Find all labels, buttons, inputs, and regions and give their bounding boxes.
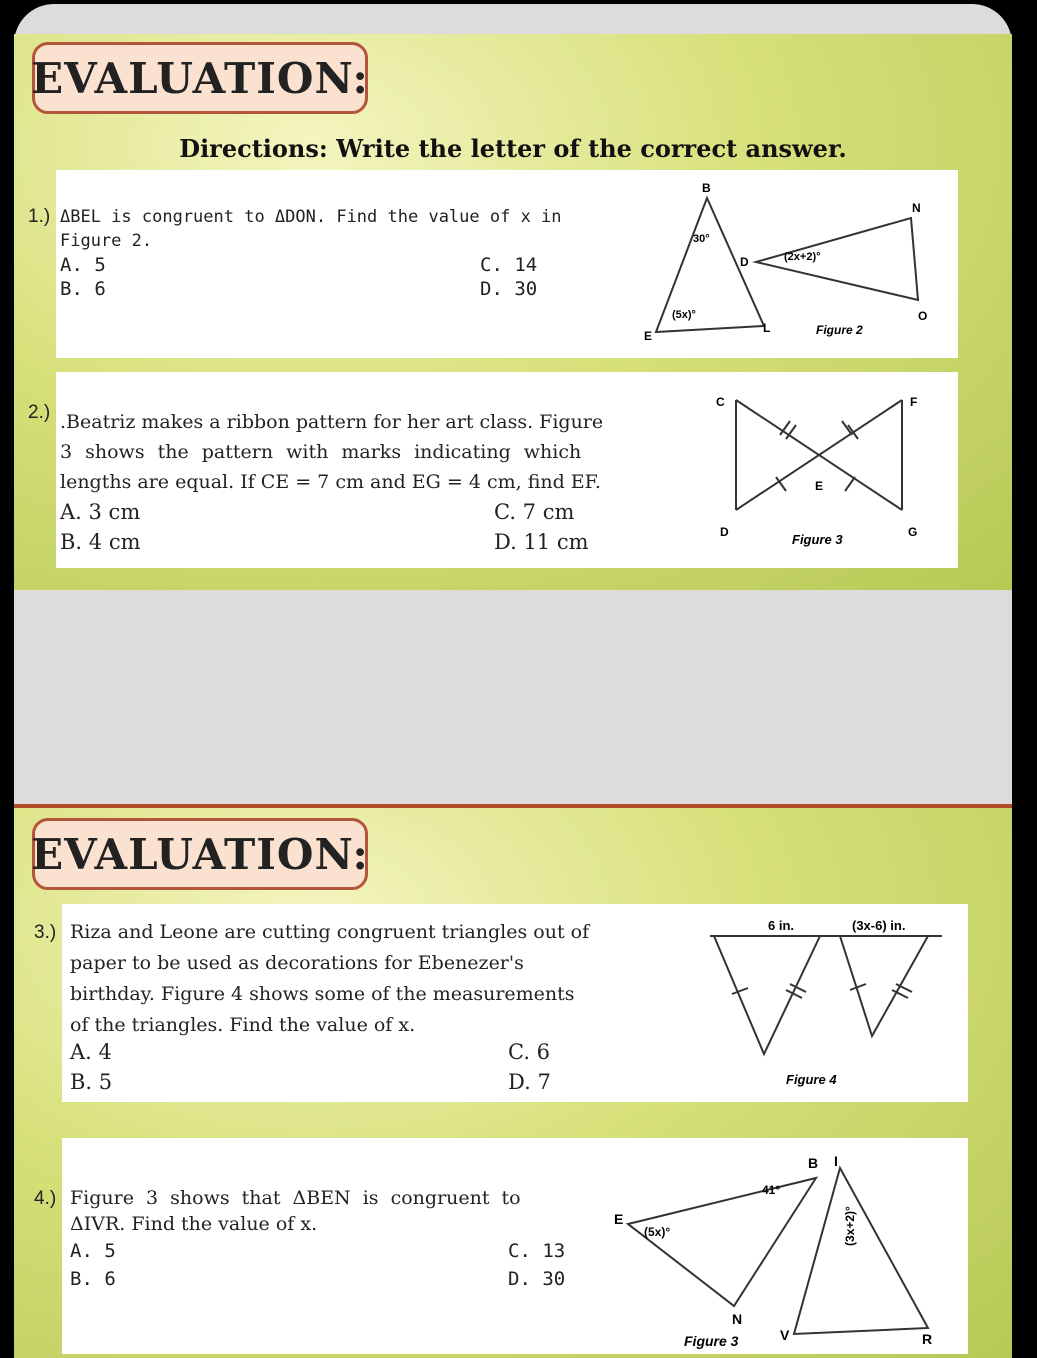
vertex-e: E — [644, 329, 653, 343]
vertex-n: N — [912, 201, 921, 215]
question-2-option-a[interactable]: A. 3 cm — [60, 500, 141, 524]
photo-frame — [14, 4, 1012, 1354]
question-4-line-2: ΔIVR. Find the value of x. — [70, 1213, 318, 1235]
vertex-d: D — [720, 525, 729, 539]
figure-3-caption: Figure 3 — [684, 1333, 739, 1349]
question-3-line-1: Riza and Leone are cutting congruent triangles out of — [70, 921, 590, 943]
question-1-option-b[interactable]: B. 6 — [60, 278, 106, 300]
question-4-line-1: Figure 3 shows that ΔBEN is congruent to — [70, 1187, 521, 1209]
question-3-number: 3.) — [34, 922, 57, 943]
angle-e-label: (5x)° — [644, 1225, 671, 1239]
question-4-option-d[interactable]: D. 30 — [508, 1268, 566, 1290]
question-1-line-1: ΔBEL is congruent to ΔDON. Find the value of x in — [60, 207, 562, 227]
figure-2 — [636, 170, 936, 358]
question-4-option-a[interactable]: A. 5 — [70, 1240, 116, 1262]
question-1-number: 1.) — [28, 206, 51, 227]
question-3-option-d[interactable]: D. 7 — [508, 1070, 551, 1094]
question-2-option-c[interactable]: C. 7 cm — [494, 500, 575, 524]
figure-2-caption: Figure 2 — [816, 323, 863, 337]
angle-b-label: 30° — [693, 233, 710, 245]
figure-4 — [706, 904, 956, 1102]
evaluation-slide-1 — [14, 34, 1012, 590]
question-1-option-a[interactable]: A. 5 — [60, 254, 106, 276]
angle-d-label: (2x+2)° — [784, 251, 821, 263]
question-3-line-4: of the triangles. Find the value of x. — [70, 1014, 416, 1036]
vertex-d: D — [740, 255, 749, 269]
question-2-line-3: lengths are equal. If CE = 7 cm and EG = 4 cm, find EF. — [60, 471, 601, 493]
angle-i-label: (3x+2)° — [843, 1206, 857, 1246]
vertex-f: F — [910, 395, 918, 409]
evaluation-slide-2 — [14, 804, 1012, 1358]
angle-e-label: (5x)° — [672, 309, 696, 321]
question-3-card — [34, 904, 968, 1102]
tick-mark — [845, 477, 855, 491]
question-3-option-c[interactable]: C. 6 — [508, 1040, 551, 1064]
question-2-option-d[interactable]: D. 11 cm — [494, 530, 589, 554]
vertex-g: G — [908, 525, 918, 539]
question-2-option-b[interactable]: B. 4 cm — [60, 530, 141, 554]
side-label-3x-6: (3x-6) in. — [852, 918, 906, 933]
question-4-number: 4.) — [34, 1188, 57, 1209]
question-1-option-d[interactable]: D. 30 — [480, 278, 538, 300]
vertex-v: V — [780, 1327, 790, 1343]
figure-3-ribbon — [696, 372, 946, 568]
side-label-6in: 6 in. — [768, 918, 795, 933]
question-3-line-2: paper to be used as decorations for Ebenezer's — [70, 952, 524, 974]
question-1-line-2: Figure 2. — [60, 231, 153, 251]
vertex-b: B — [702, 181, 711, 195]
vertex-r: R — [922, 1331, 933, 1347]
figure-3-triangles — [614, 1138, 962, 1354]
vertex-i: I — [834, 1153, 838, 1169]
vertex-e: E — [614, 1211, 624, 1227]
tick-mark — [732, 988, 748, 994]
vertex-n: N — [732, 1311, 743, 1327]
question-2-line-1: .Beatriz makes a ribbon pattern for her art class. Figure — [60, 411, 604, 433]
directions-text: Directions: Write the letter of the correct answer. — [179, 134, 847, 163]
triangle-right — [840, 936, 928, 1036]
triangle-ben — [628, 1178, 816, 1306]
triangle-ivr — [794, 1168, 928, 1334]
question-2-line-2: 3 shows the pattern with marks indicating which — [60, 441, 582, 463]
tick-mark — [790, 984, 806, 992]
question-2-card — [28, 372, 958, 568]
figure-4-caption: Figure 4 — [786, 1072, 837, 1087]
vertex-e: E — [815, 479, 824, 493]
angle-b-label: 41° — [762, 1183, 781, 1197]
question-3-line-3: birthday. Figure 4 shows some of the measurements — [70, 983, 575, 1005]
question-4-option-b[interactable]: B. 6 — [70, 1268, 116, 1290]
figure-3-caption: Figure 3 — [792, 532, 843, 547]
question-1-option-c[interactable]: C. 14 — [480, 254, 538, 276]
evaluation-title: EVALUATION: — [32, 42, 368, 114]
question-4-card — [34, 1138, 968, 1354]
vertex-l: L — [763, 321, 771, 335]
question-1-card — [28, 170, 958, 358]
vertex-o: O — [918, 309, 928, 323]
question-4-option-c[interactable]: C. 13 — [508, 1240, 566, 1262]
triangle-don — [756, 218, 918, 300]
vertex-c: C — [716, 395, 725, 409]
vertex-b: B — [808, 1155, 819, 1171]
triangle-left — [714, 936, 820, 1054]
question-3-option-a[interactable]: A. 4 — [70, 1040, 112, 1064]
evaluation-title: EVALUATION: — [32, 818, 368, 890]
question-3-option-b[interactable]: B. 5 — [70, 1070, 113, 1094]
question-2-number: 2.) — [28, 402, 51, 423]
